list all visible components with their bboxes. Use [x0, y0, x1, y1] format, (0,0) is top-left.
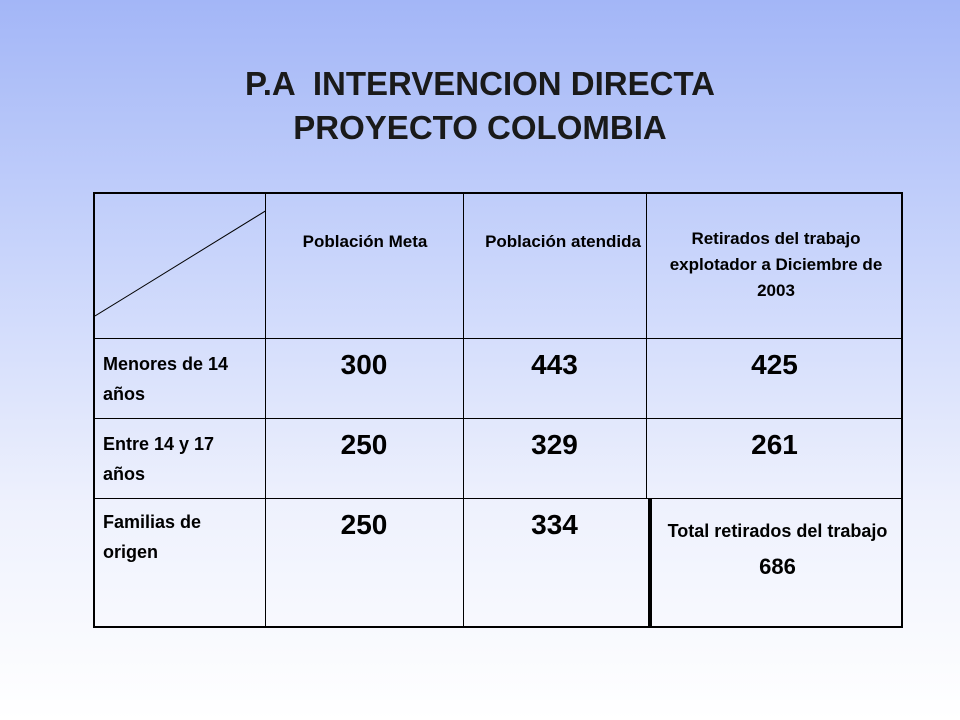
total-retirados-box [648, 498, 903, 626]
value-entre-retirados: 261 [751, 429, 798, 460]
title-line-1: P.A INTERVENCION DIRECTA [244, 65, 715, 102]
value-familias-meta: 250 [340, 509, 388, 540]
header-retirados: Retirados del trabajo explotador a Diciembre de 2003 [669, 229, 883, 300]
header-poblacion-meta: Población Meta [302, 232, 428, 251]
value-familias-atendida: 334 [531, 509, 578, 540]
data-table [93, 192, 903, 628]
title-line-2: PROYECTO COLOMBIA [293, 109, 667, 146]
value-menores-atendida: 443 [531, 349, 578, 380]
row-label-familias: Familias de origen [103, 512, 202, 562]
corner-diagonal [95, 194, 266, 318]
value-menores-retirados: 425 [751, 349, 798, 380]
total-retirados-value: 686 [759, 554, 796, 579]
column-divider [463, 194, 464, 626]
value-entre-meta: 250 [340, 429, 388, 460]
row-label-entre: Entre 14 y 17 años [103, 434, 215, 484]
row-label-menores: Menores de 14 años [103, 354, 229, 404]
value-entre-atendida: 329 [531, 429, 578, 460]
slide-title [0, 62, 960, 150]
header-poblacion-atendida: Población atendida [485, 232, 641, 251]
total-retirados-label: Total retirados del trabajo [667, 521, 888, 541]
value-menores-meta: 300 [340, 349, 388, 380]
